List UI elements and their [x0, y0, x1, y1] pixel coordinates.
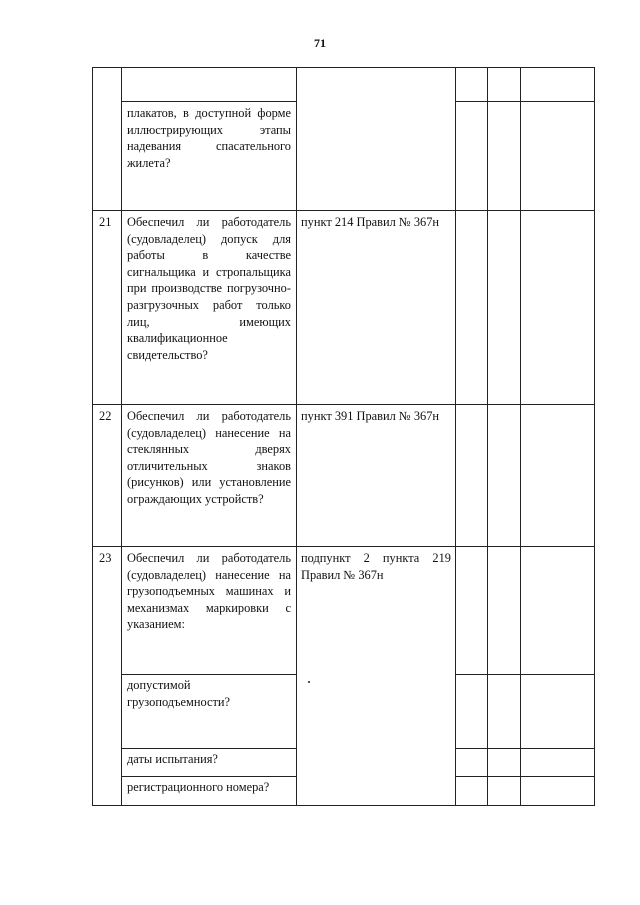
table-border-bottom	[92, 805, 595, 806]
question-text: Обеспечил ли работодатель (судовладелец) допуск для работы в качестве сигнальщика и стропальщика при производстве погрузочно-разгрузочных работ только лиц, имеющих квалификационное свидетельство?	[127, 215, 291, 362]
question-text: плакатов, в доступной форме иллюстрирующих этапы надевания спасательного жилета?	[127, 106, 291, 170]
subrow-divider-capacity	[121, 674, 297, 675]
row-divider-23	[92, 546, 595, 547]
page-number: 71	[314, 36, 326, 50]
scan-speck	[308, 681, 310, 683]
row-divider-21	[92, 210, 595, 211]
subrow-divider-reg-number	[121, 776, 297, 777]
subrow-divider-reg-number-answers	[455, 776, 595, 777]
legal-reference: пункт 391 Правил № 367н	[301, 409, 440, 423]
legal-reference: подпункт 2 пункта 219 Правил № 367н	[301, 551, 451, 582]
row-number: 22	[99, 409, 112, 423]
table-border-left	[92, 67, 93, 805]
subrow-divider-capacity-answers	[455, 674, 595, 675]
subitem-question: регистрационного номера?	[127, 780, 270, 794]
subitem-question: даты испытания?	[127, 752, 218, 766]
subrow-divider-top	[121, 101, 297, 102]
subrow-divider-test-date	[121, 748, 297, 749]
col-divider-number	[121, 67, 122, 805]
table-border-right	[594, 67, 595, 805]
legal-reference: пункт 214 Правил № 367н	[301, 215, 440, 229]
question-text: Обеспечил ли работодатель (судовладелец) нанесение на стеклянных дверях отличительных знаков (рисунков) или установление ограждающих устройств?	[127, 409, 291, 506]
row-number: 21	[99, 215, 112, 229]
subrow-divider-top-answers	[455, 101, 595, 102]
col-divider-answer-2	[520, 67, 521, 805]
question-text: Обеспечил ли работодатель (судовладелец) нанесение на грузоподъемных машинах и механизмах маркировки с указанием:	[127, 551, 291, 632]
col-divider-answer-1	[487, 67, 488, 805]
subitem-question: допустимой грузоподъемности?	[127, 678, 231, 709]
col-divider-question	[296, 67, 297, 805]
subrow-divider-test-date-answers	[455, 748, 595, 749]
table-border-top	[92, 67, 595, 68]
row-number: 23	[99, 551, 112, 565]
col-divider-reference	[455, 67, 456, 805]
row-divider-22	[92, 404, 595, 405]
